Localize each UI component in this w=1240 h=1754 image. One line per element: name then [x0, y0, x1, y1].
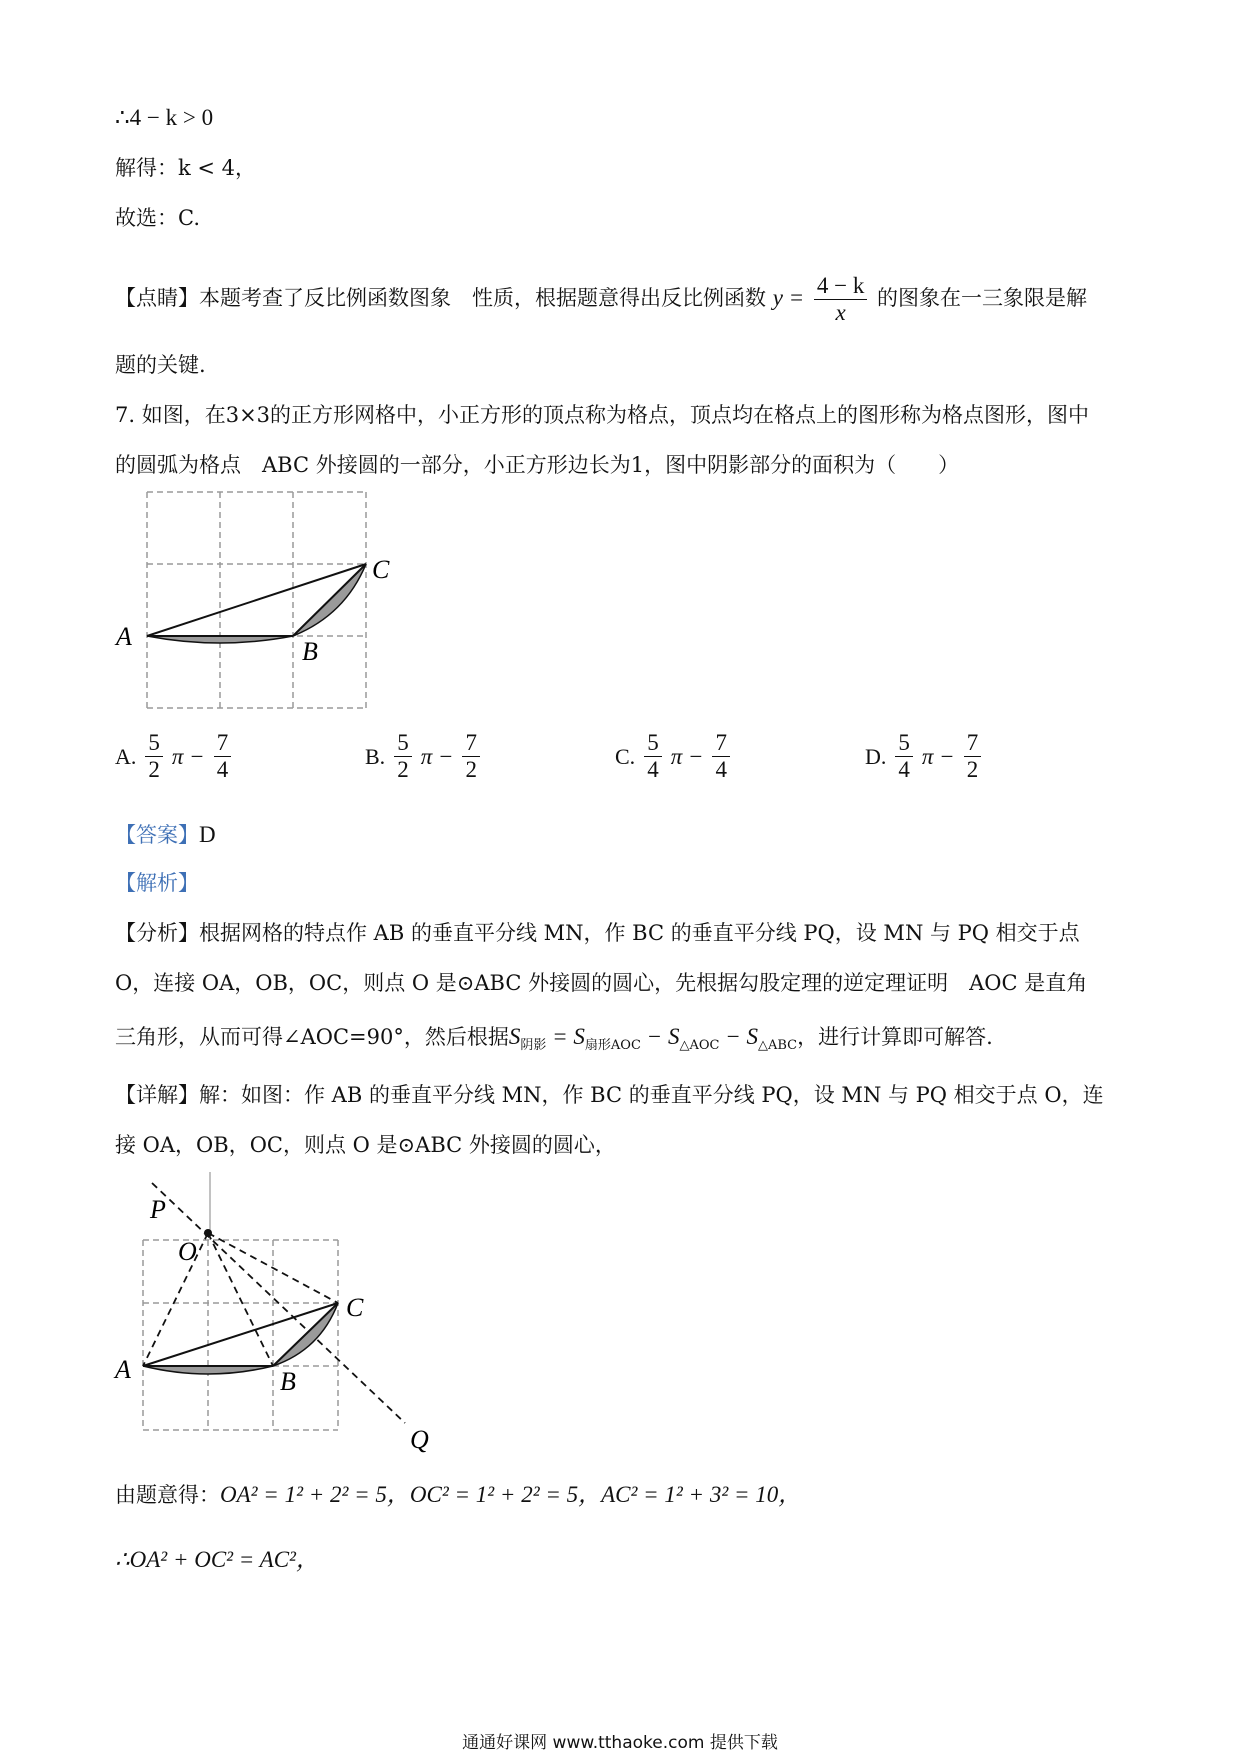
dianjing-line: 【点睛】本题考查了反比例函数图象 性质，根据题意得出反比例函数 y = $\frac{4 - k}{x}$ 的图象在一三象限是解 — [115, 273, 1088, 325]
fenxi-line-1: 【分析】根据网格的特点作 AB 的垂直平分线 MN，作 BC 的垂直平分线 PQ，设 MN 与 PQ 相交于点 — [115, 921, 1080, 945]
numerator: 5 — [895, 730, 913, 757]
dianjing-tag: 【点睛】 — [115, 286, 199, 310]
choice-letter: D. — [865, 743, 887, 769]
choice-a — [115, 730, 234, 783]
pi-minus: π − — [670, 743, 704, 769]
fraction — [712, 730, 730, 783]
label-c: C — [346, 1293, 364, 1322]
fraction — [145, 730, 163, 783]
label-p: P — [150, 1195, 166, 1224]
label-q: Q — [410, 1425, 429, 1454]
choice-b — [365, 730, 483, 783]
numerator: 5 — [394, 730, 412, 757]
numerator: 7 — [712, 730, 730, 757]
denominator: 2 — [966, 757, 979, 782]
denominator: 4 — [715, 757, 727, 782]
figure-1-grid-arc — [110, 490, 430, 720]
jiexi-tag: 【解析】 — [115, 871, 199, 895]
pi-minus: π − — [420, 743, 454, 769]
fenxi-line-3: 三角形，从而可得∠AOC=90°，然后根据$S_{阴影} = S_{扇形AOC} - S_{\triangle AOC} - S_{\triangle ABC}$，进行计算即可解答. — [115, 1024, 993, 1054]
label-a: A — [115, 1355, 131, 1384]
line-choice: 故选：C. — [115, 206, 200, 230]
figure-2-circumcenter — [100, 1170, 460, 1460]
label-a: A — [116, 622, 132, 651]
denominator: 2 — [397, 757, 409, 782]
equation-line-1: 由题意得：OA² = 1² + 2² = 5，OC² = 1² + 2² = 5，AC² = 1² + 3² = 10， — [115, 1482, 802, 1507]
denominator: 2 — [465, 757, 477, 782]
fraction — [895, 730, 913, 783]
answer-line: 【答案】D — [115, 822, 216, 847]
dianjing-line-2: 题的关键. — [115, 353, 206, 377]
fraction — [644, 730, 662, 783]
numerator: 7 — [214, 730, 232, 757]
fenxi-line-2: O，连接 OA，OB，OC，则点 O 是⊙ABC 外接圆的圆心，先根据勾股定理的逆定理证明 AOC 是直角 — [115, 971, 1088, 995]
choice-letter: C. — [615, 743, 636, 769]
label-b: B — [302, 637, 318, 666]
fraction: $\frac{4 - k}{x}$ — [814, 273, 867, 326]
fraction — [462, 730, 480, 783]
question-7-line-1: 7. 如图，在3×3的正方形网格中，小正方形的顶点称为格点，顶点均在格点上的图形称为格点图形，图中 — [115, 403, 1090, 427]
denominator: 2 — [148, 757, 160, 782]
fraction — [214, 730, 232, 783]
choice-c — [615, 730, 733, 783]
fraction — [964, 730, 982, 783]
choice-letter: B. — [365, 743, 386, 769]
denominator: 4 — [898, 757, 910, 782]
label-o: O — [178, 1237, 197, 1266]
question-7-line-2: 的圆弧为格点 ABC 外接圆的一部分，小正方形边长为1，图中阴影部分的面积为（ ） — [115, 453, 960, 477]
xiangjie-line-2: 接 OA，OB，OC，则点 O 是⊙ABC 外接圆的圆心， — [115, 1133, 616, 1157]
xiangjie-line-1: 【详解】解：如图：作 AB 的垂直平分线 MN，作 BC 的垂直平分线 PQ，设 MN 与 PQ 相交于点 O，连 — [115, 1083, 1104, 1107]
choice-d — [865, 730, 984, 783]
equation-line-2: ∴OA² + OC² = AC²， — [115, 1547, 319, 1572]
numerator: 5 — [145, 730, 163, 757]
footer-watermark: 通通好课网 www.tthaoke.com 提供下载 — [462, 1733, 778, 1753]
line-inequality: ∴4 − k > 0 — [115, 105, 214, 130]
pi-minus: π − — [171, 743, 205, 769]
numerator: 7 — [462, 730, 480, 757]
numerator: 5 — [644, 730, 662, 757]
fraction — [394, 730, 412, 783]
line-solution: 解得：k < 4， — [115, 156, 257, 180]
choice-letter: A. — [115, 743, 137, 769]
label-b: B — [280, 1367, 296, 1396]
label-c: C — [372, 555, 390, 584]
denominator: 4 — [647, 757, 659, 782]
numerator: 7 — [964, 730, 982, 757]
pi-minus: π − — [921, 743, 955, 769]
denominator: 4 — [216, 757, 229, 782]
